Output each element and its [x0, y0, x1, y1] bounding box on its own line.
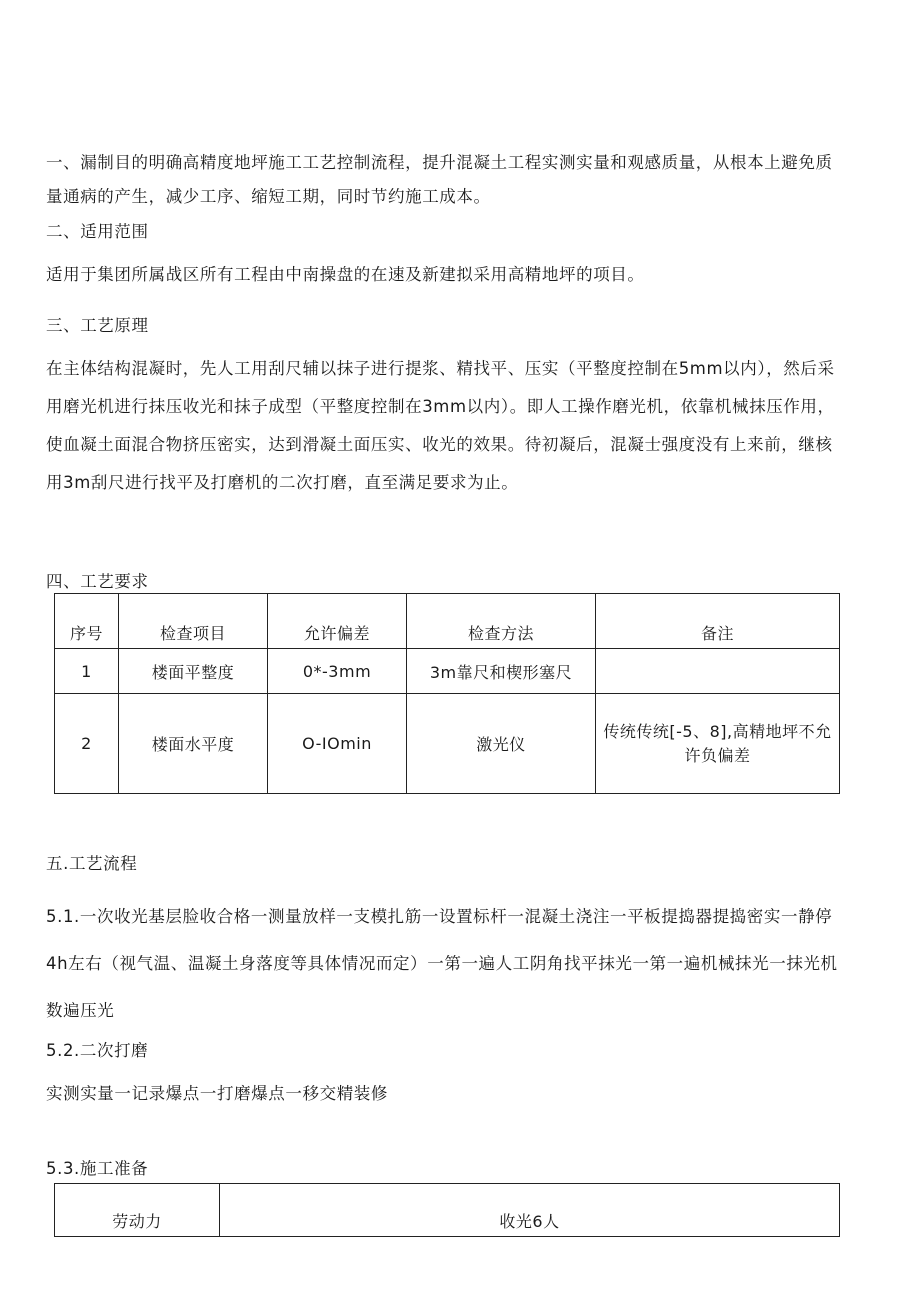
cell-tolerance: O-IOmin — [268, 694, 407, 794]
purpose-paragraph: 一、漏制目的明确高精度地坪施工工艺控制流程，提升混凝土工程实测实量和观感质量，从根本上避免质量通病的产生，减少工序、缩短工期，同时节约施工成本。 — [46, 153, 833, 206]
cell-remark — [596, 649, 840, 694]
cell-tolerance: 0*-3mm — [268, 649, 407, 694]
process-heading: 五.工艺流程 — [46, 854, 138, 873]
table-row — [55, 1184, 840, 1237]
header-cell-index: 序号 — [55, 594, 119, 649]
header-cell-remark: 备注 — [596, 594, 840, 649]
process-5-3-heading: 5.3.施工准备 — [46, 1159, 149, 1178]
cell-item: 楼面水平度 — [119, 694, 268, 794]
process-5-2-heading: 5.2.二次打磨 — [46, 1041, 149, 1060]
requirements-heading: 四、工艺要求 — [46, 572, 149, 591]
header-cell-method: 检查方法 — [407, 594, 596, 649]
table-header-row — [55, 594, 840, 649]
cell-item: 楼面平整度 — [119, 649, 268, 694]
process-5-2-paragraph: 实测实量一记录爆点一打磨爆点一移交精装修 — [46, 1084, 388, 1103]
principle-heading: 三、工艺原理 — [46, 316, 149, 335]
table-row — [55, 694, 840, 794]
process-5-1-paragraph: 5.1.一次收光基层脸收合格一测量放样一支模扎筋一设置标杆一混凝土浇注一平板提捣器提捣密实一静停4h左右（视气温、温凝土身落度等具体情况而定）一第一遍人工阴角找平抹光一第一遍机械抹光一抹光机数遍压光 — [46, 907, 838, 1020]
cell-index: 1 — [55, 649, 119, 694]
scope-heading: 二、适用范围 — [46, 222, 149, 241]
principle-paragraph: 在主体结构混凝时，先人工用刮尺辅以抹子进行提浆、精找平、压实（平整度控制在5mm以内），然后采用磨光机进行抹压收光和抹子成型（平整度控制在3mm以内）。即人工操作磨光机，依靠机械抹压作用，使血凝土面混合物挤压密实，达到滑凝土面压实、收光的效果。待初凝后，混凝士强度没有上来前，继核用3m刮尺进行找平及打磨机的二次打磨，直至满足要求为止。 — [46, 359, 835, 492]
cell-method: 3m靠尺和楔形塞尺 — [407, 649, 596, 694]
cell-index: 2 — [55, 694, 119, 794]
cell-label: 劳动力 — [55, 1184, 220, 1237]
requirements-table — [54, 593, 840, 794]
preparation-table — [54, 1183, 840, 1237]
scope-paragraph: 适用于集团所属战区所有工程由中南操盘的在速及新建拟采用高精地坪的项目。 — [46, 265, 645, 284]
cell-value: 收光6人 — [220, 1184, 840, 1237]
table-row — [55, 649, 840, 694]
cell-method: 激光仪 — [407, 694, 596, 794]
header-cell-tolerance: 允许偏差 — [268, 594, 407, 649]
cell-remark: 传统传统[-5、8],高精地坪不允许负偏差 — [596, 694, 840, 794]
header-cell-item: 检查项目 — [119, 594, 268, 649]
